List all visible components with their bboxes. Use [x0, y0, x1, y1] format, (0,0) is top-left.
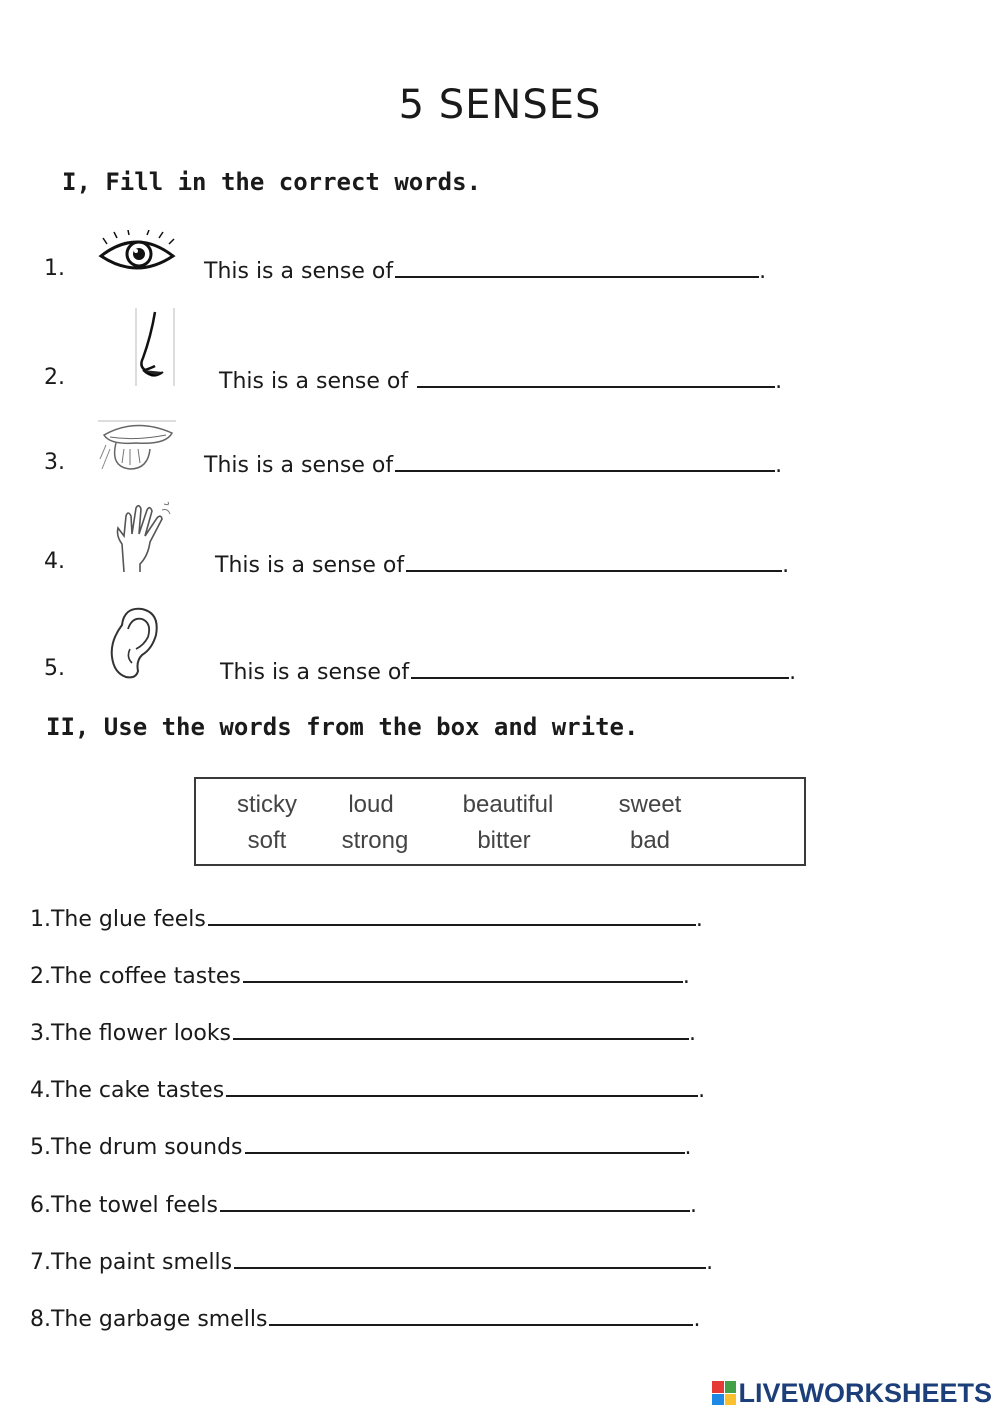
period: .	[682, 964, 690, 989]
word-option: soft	[247, 827, 287, 854]
exercise-sentence	[30, 1302, 700, 1332]
answer-blank[interactable]	[233, 1016, 689, 1040]
period: .	[775, 453, 783, 478]
sentence-text: 5.The drum sounds	[30, 1135, 243, 1160]
section1-heading: I, Fill in the correct words.	[62, 168, 482, 196]
answer-blank[interactable]	[406, 548, 782, 572]
answer-blank[interactable]	[269, 1302, 693, 1326]
answer-blank[interactable]	[395, 448, 775, 472]
period: .	[690, 1193, 698, 1218]
exercise-sentence	[30, 1073, 705, 1103]
period: .	[706, 1250, 714, 1275]
answer-blank[interactable]	[243, 959, 683, 983]
period: .	[689, 1021, 697, 1046]
exercise-sentence	[30, 1188, 697, 1218]
exercise-sentence	[30, 959, 690, 989]
answer-blank[interactable]	[226, 1073, 698, 1097]
ear-icon	[106, 605, 162, 681]
item-number: 5.	[44, 656, 65, 681]
word-option: sweet	[618, 791, 682, 818]
exercise-sentence	[30, 902, 703, 932]
answer-blank[interactable]	[208, 902, 696, 926]
word-option: loud	[348, 791, 394, 818]
sentence-text: 6.The towel feels	[30, 1193, 219, 1218]
sentence-text: This is a sense of	[215, 553, 405, 578]
sentence-3	[204, 448, 782, 478]
nose-icon	[133, 306, 177, 388]
sentence-text: 8.The garbage smells	[30, 1307, 268, 1332]
word-option: beautiful	[462, 791, 554, 818]
word-option: bad	[629, 827, 671, 854]
sentence-text: This is a sense of	[220, 660, 410, 685]
word-option: sticky	[237, 791, 297, 818]
sentence-2	[219, 364, 782, 394]
item-number: 4.	[44, 549, 65, 574]
answer-blank[interactable]	[395, 254, 759, 278]
period: .	[693, 1307, 701, 1332]
period: .	[698, 1078, 706, 1103]
sentence-text: 3.The flower looks	[30, 1021, 232, 1046]
word-option: strong	[341, 827, 409, 854]
period: .	[684, 1135, 692, 1160]
exercise-sentence	[30, 1245, 713, 1275]
period: .	[789, 660, 797, 685]
tongue-icon	[96, 419, 178, 473]
sentence-1	[204, 254, 766, 284]
sentence-text: This is a sense of	[204, 259, 394, 284]
liveworksheets-logo	[712, 1376, 992, 1410]
sentence-4	[215, 548, 789, 578]
item-number: 1.	[44, 256, 65, 281]
logo-text: LIVEWORKSHEETS	[738, 1377, 992, 1408]
item-number: 3.	[44, 450, 65, 475]
answer-blank[interactable]	[245, 1130, 685, 1154]
word-option: bitter	[477, 827, 531, 854]
exercise-sentence	[30, 1016, 696, 1046]
period: .	[695, 907, 703, 932]
sentence-text: 2.The coffee tastes	[30, 964, 241, 989]
sentence-text: This is a sense of	[219, 369, 409, 394]
exercise-sentence	[30, 1130, 692, 1160]
hand-icon	[112, 500, 174, 574]
period: .	[759, 259, 767, 284]
section2-heading: II, Use the words from the box and write.	[46, 713, 639, 741]
answer-blank[interactable]	[411, 655, 789, 679]
sentence-text: 4.The cake tastes	[30, 1078, 225, 1103]
item-number: 2.	[44, 365, 65, 390]
answer-blank[interactable]	[234, 1245, 706, 1269]
sentence-text: 1.The glue feels	[30, 907, 206, 932]
word-box	[194, 777, 806, 866]
period: .	[782, 553, 790, 578]
sentence-5	[220, 655, 796, 685]
answer-blank[interactable]	[220, 1188, 690, 1212]
sentence-text: This is a sense of	[204, 453, 394, 478]
answer-blank[interactable]	[417, 364, 775, 388]
eye-icon	[97, 230, 177, 278]
page-title: 5 SENSES	[398, 82, 602, 128]
period: .	[775, 369, 783, 394]
sentence-text: 7.The paint smells	[30, 1250, 233, 1275]
logo-mark-icon	[712, 1381, 736, 1405]
